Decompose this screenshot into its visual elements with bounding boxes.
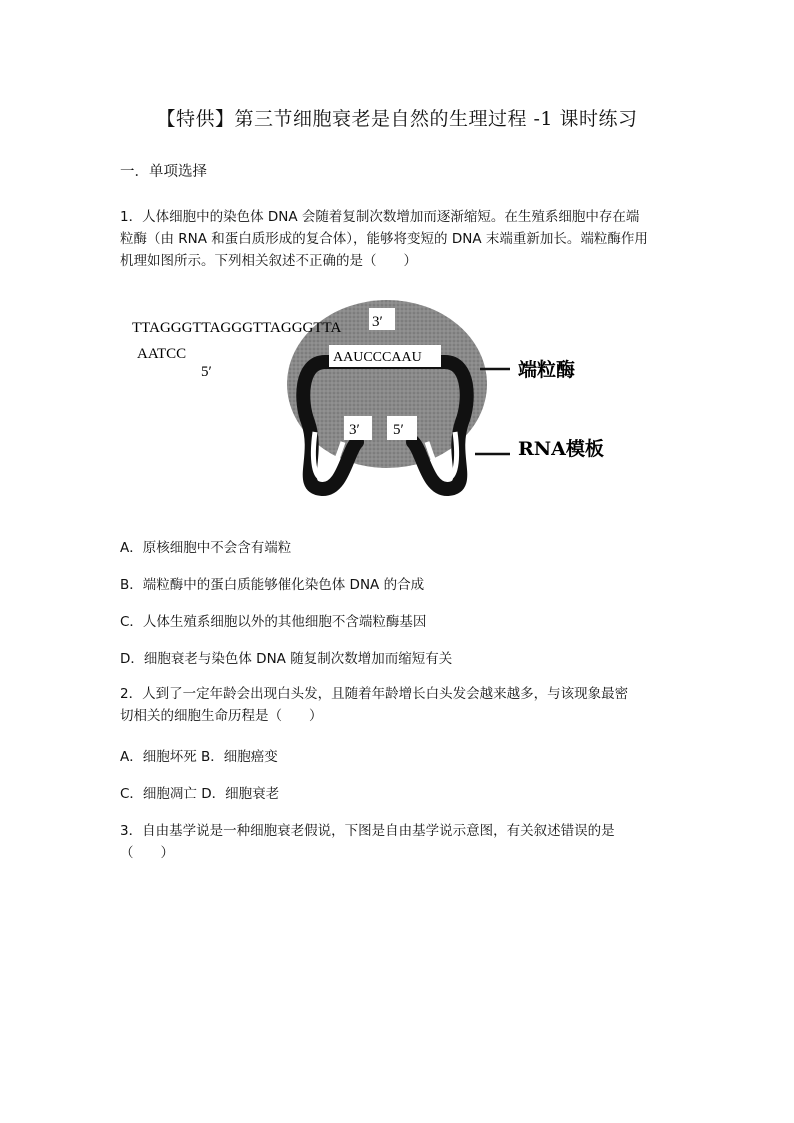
question-1-option-b: B．端粒酶中的蛋白质能够催化染色体 DNA 的合成 bbox=[120, 577, 425, 593]
question-3-line: 3．自由基学说是一种细胞衰老假说，下图是自由基学说示意图，有关叙述错误的是 bbox=[120, 823, 615, 839]
label-3prime-top: 3′ bbox=[372, 314, 383, 330]
question-1-line: 粒酶（由 RNA 和蛋白质形成的复合体），能够将变短的 DNA 末端重新加长。端粒酶作用 bbox=[120, 231, 648, 247]
label-5prime-inner: 5′ bbox=[393, 422, 404, 438]
telomerase-figure bbox=[125, 292, 625, 502]
telomerase-diagram bbox=[125, 292, 625, 502]
telomerase-label: 端粒酶 bbox=[518, 359, 576, 381]
question-2-stem bbox=[120, 683, 680, 727]
question-1-line: 机理如图所示。下列相关叙述不正确的是（ ） bbox=[120, 253, 417, 269]
question-2-option-ab: A．细胞坏死 B．细胞癌变 bbox=[120, 749, 278, 765]
label-5prime-left: 5′ bbox=[201, 364, 212, 380]
page-title: 【特供】第三节细胞衰老是自然的生理过程 -1 课时练习 bbox=[156, 108, 638, 130]
question-1-stem bbox=[120, 206, 680, 272]
question-3-stem bbox=[120, 820, 680, 864]
question-2-option-cd: C．细胞凋亡 D．细胞衰老 bbox=[120, 786, 280, 802]
rna-template-sequence: AAUCCCAAU bbox=[333, 350, 422, 365]
question-1-line: 1．人体细胞中的染色体 DNA 会随着复制次数增加而逐渐缩短。在生殖系细胞中存在端 bbox=[120, 209, 640, 225]
question-2-line: 2．人到了一定年龄会出现白头发，且随着年龄增长白头发会越来越多，与该现象最密 bbox=[120, 686, 629, 702]
dna-bottom-strand: AATCC bbox=[137, 346, 187, 362]
section-heading: 一．单项选择 bbox=[120, 164, 207, 180]
dna-top-strand: TTAGGGTTAGGGTTAGGGTTA bbox=[132, 320, 342, 336]
question-1-option-d: D．细胞衰老与染色体 DNA 随复制次数增加而缩短有关 bbox=[120, 651, 453, 667]
question-1-option-c: C．人体生殖系细胞以外的其他细胞不含端粒酶基因 bbox=[120, 614, 427, 630]
label-3prime-inner: 3′ bbox=[349, 422, 360, 438]
question-2-line: 切相关的细胞生命历程是（ ） bbox=[120, 708, 323, 724]
question-1-option-a: A．原核细胞中不会含有端粒 bbox=[120, 540, 292, 556]
question-3-line: （ ） bbox=[120, 845, 174, 861]
rna-template-label: RNA模板 bbox=[518, 438, 604, 460]
